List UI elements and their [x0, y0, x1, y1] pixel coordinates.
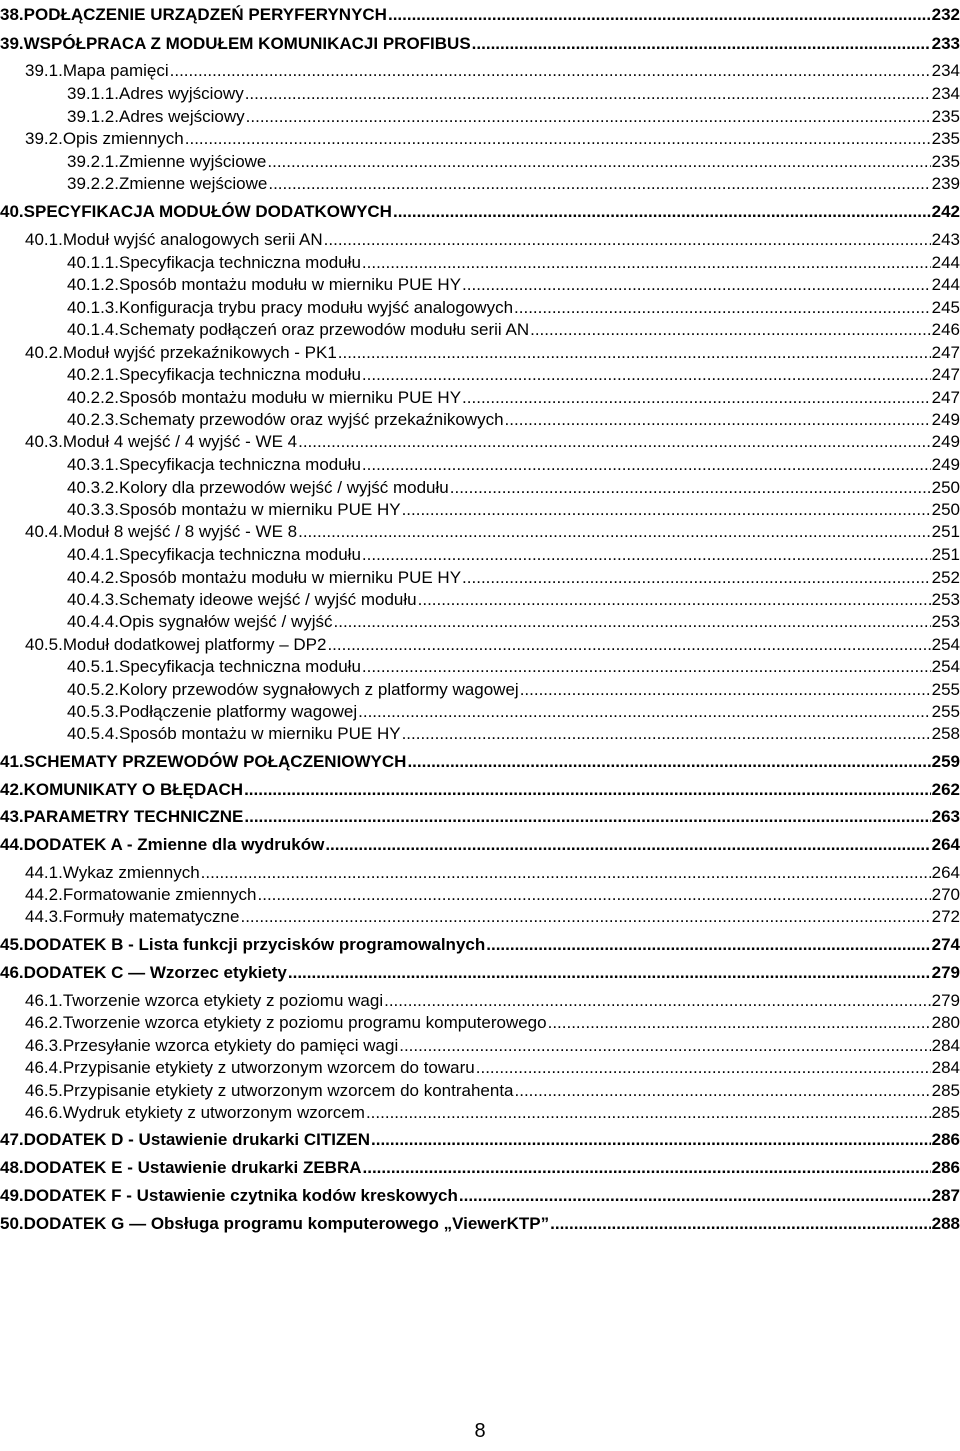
toc-entry-number: 40.4.: [25, 522, 63, 541]
toc-entry-title: SPECYFIKACJA MODUŁÓW DODATKOWYCH: [23, 202, 392, 221]
toc-entry-page: 264: [931, 863, 960, 882]
toc-entry-page: 234: [931, 61, 960, 80]
toc-entry-number: 44.2.: [25, 885, 63, 904]
toc-entry-title: DODATEK G — Obsługa programu komputerowego „ViewerKTP”: [23, 1214, 550, 1233]
toc-entry-title: DODATEK E - Ustawienie drukarki ZEBRA: [23, 1158, 362, 1177]
toc-entry-title: Sposób montażu modułu w mierniku PUE HY: [119, 275, 462, 294]
toc-leader-dots: [388, 4, 931, 26]
toc-leader-dots: [472, 33, 931, 55]
toc-entry-title: Zmienne wejściowe: [119, 174, 268, 193]
toc-entry-page: 253: [931, 612, 960, 631]
toc-entry[interactable]: [25, 634, 960, 656]
toc-entry-number: 40.4.1.: [67, 545, 119, 564]
toc-entry-page: 286: [931, 1130, 960, 1149]
toc-entry[interactable]: [67, 297, 960, 319]
toc-entry-title: WSPÓŁPRACA Z MODUŁEM KOMUNIKACJI PROFIBUS: [23, 34, 471, 53]
toc-entry[interactable]: [0, 1157, 960, 1179]
toc-entry[interactable]: [67, 544, 960, 566]
toc-entry-number: 40.3.1.: [67, 455, 119, 474]
toc-entry-title: Formuły matematyczne: [62, 907, 240, 926]
toc-entry-number: 40.: [0, 202, 24, 221]
toc-entry-title: Przesyłanie wzorca etykiety do pamięci wagi: [62, 1036, 399, 1055]
toc-entry-page: 243: [931, 230, 960, 249]
toc-entry-page: 272: [931, 907, 960, 926]
toc-leader-dots: [362, 454, 931, 476]
toc-entry-number: 40.3.: [25, 432, 63, 451]
toc-entry-number: 40.1.1.: [67, 253, 119, 272]
toc-entry-title: Schematy podłączeń oraz przewodów modułu serii AN: [119, 320, 530, 339]
toc-entry[interactable]: [25, 990, 960, 1012]
toc-entry[interactable]: [67, 679, 960, 701]
toc-leader-dots: [325, 834, 930, 856]
toc-entry-number: 48.: [0, 1158, 24, 1177]
toc-entry-title: Adres wejściowy: [119, 107, 245, 126]
toc-entry-page: 280: [931, 1013, 960, 1032]
toc-entry-number: 40.4.3.: [67, 590, 119, 609]
toc-entry[interactable]: [67, 701, 960, 723]
toc-entry-title: Konfiguracja trybu pracy modułu wyjść analogowych: [119, 298, 514, 317]
toc-entry[interactable]: [0, 201, 960, 223]
toc-entry-title: KOMUNIKATY O BŁĘDACH: [23, 780, 244, 799]
page-number: 8: [474, 1420, 486, 1442]
toc-leader-dots: [476, 1057, 931, 1079]
toc-entry[interactable]: [0, 962, 960, 984]
toc-entry[interactable]: [67, 409, 960, 431]
toc-entry-page: 252: [931, 568, 960, 587]
toc-entry[interactable]: [67, 252, 960, 274]
toc-entry-page: 232: [931, 5, 960, 24]
toc-entry-title: Moduł wyjść przekaźnikowych - PK1: [62, 343, 337, 362]
toc-entry-title: Sposób montażu w mierniku PUE HY: [119, 724, 401, 743]
toc-entry[interactable]: [0, 751, 960, 773]
toc-entry[interactable]: [67, 151, 960, 173]
toc-entry[interactable]: [25, 342, 960, 364]
toc-entry[interactable]: [67, 319, 960, 341]
toc-entry[interactable]: [25, 1080, 960, 1102]
toc-entry-title: Specyfikacja techniczna modułu: [119, 253, 361, 272]
toc-entry[interactable]: [0, 934, 960, 956]
toc-entry-number: 39.2.: [25, 129, 63, 148]
toc-entry-page: 270: [931, 885, 960, 904]
toc-entry[interactable]: [67, 723, 960, 745]
toc-entry-number: 40.1.4.: [67, 320, 119, 339]
toc-entry[interactable]: [67, 274, 960, 296]
toc-entry[interactable]: [25, 128, 960, 150]
toc-leader-dots: [362, 252, 931, 274]
toc-entry-title: DODATEK D - Ustawienie drukarki CITIZEN: [23, 1130, 370, 1149]
toc-entry-title: DODATEK C — Wzorzec etykiety: [23, 963, 287, 982]
toc-entry-number: 47.: [0, 1130, 24, 1149]
toc-entry-page: 254: [931, 657, 960, 676]
toc-leader-dots: [366, 1102, 931, 1124]
toc-leader-dots: [462, 274, 931, 296]
toc-entry-title: Moduł dodatkowej platformy – DP2: [62, 635, 327, 654]
toc-leader-dots: [244, 806, 930, 828]
toc-entry-page: 246: [931, 320, 960, 339]
toc-entry-number: 46.: [0, 963, 24, 982]
toc-leader-dots: [486, 934, 930, 956]
toc-entry[interactable]: [0, 1185, 960, 1207]
toc-leader-dots: [548, 1012, 931, 1034]
toc-entry-page: 263: [931, 807, 960, 826]
toc-entry-number: 50.: [0, 1214, 24, 1233]
toc-entry-number: 39.1.: [25, 61, 63, 80]
toc-leader-dots: [362, 656, 931, 678]
toc-entry-title: Mapa pamięci: [62, 61, 169, 80]
toc-entry-number: 40.1.2.: [67, 275, 119, 294]
toc-entry-page: 258: [931, 724, 960, 743]
toc-entry-title: Formatowanie zmiennych: [62, 885, 257, 904]
toc-entry[interactable]: [25, 60, 960, 82]
toc-leader-dots: [334, 611, 931, 633]
toc-leader-dots: [258, 884, 931, 906]
toc-entry-title: Sposób montażu modułu w mierniku PUE HY: [119, 568, 462, 587]
toc-entry[interactable]: [25, 431, 960, 453]
toc-entry-page: 250: [931, 478, 960, 497]
toc-entry-page: 235: [931, 129, 960, 148]
toc-entry-title: Sposób montażu w mierniku PUE HY: [119, 500, 401, 519]
toc-entry[interactable]: [0, 4, 960, 26]
toc-entry-number: 39.2.1.: [67, 152, 119, 171]
toc-entry-number: 40.2.1.: [67, 365, 119, 384]
toc-entry-number: 41.: [0, 752, 24, 771]
toc-entry-title: Specyfikacja techniczna modułu: [119, 455, 361, 474]
toc-entry-title: PARAMETRY TECHNICZNE: [23, 807, 244, 826]
toc-entry-page: 274: [931, 935, 960, 954]
toc-leader-dots: [245, 83, 931, 105]
toc-entry-page: 264: [931, 835, 960, 854]
toc-entry-number: 42.: [0, 780, 24, 799]
toc-leader-dots: [402, 499, 931, 521]
toc-entry-title: Specyfikacja techniczna modułu: [119, 545, 361, 564]
toc-entry-number: 40.5.4.: [67, 724, 119, 743]
toc-leader-dots: [324, 229, 931, 251]
toc-leader-dots: [298, 521, 931, 543]
toc-entry-page: 234: [931, 84, 960, 103]
toc-entry-page: 249: [931, 432, 960, 451]
toc-entry[interactable]: [25, 906, 960, 928]
toc-leader-dots: [170, 60, 931, 82]
toc-entry-number: 46.2.: [25, 1013, 63, 1032]
toc-entry-page: 244: [931, 275, 960, 294]
toc-entry-title: Zmienne wyjściowe: [119, 152, 267, 171]
toc-entry-page: 251: [931, 522, 960, 541]
toc-entry-page: 286: [931, 1158, 960, 1177]
toc-leader-dots: [515, 1080, 931, 1102]
toc-entry-number: 39.1.2.: [67, 107, 119, 126]
toc-entry-title: Adres wyjściowy: [119, 84, 244, 103]
toc-entry-page: 287: [931, 1186, 960, 1205]
toc-entry[interactable]: [67, 364, 960, 386]
toc-entry[interactable]: [25, 862, 960, 884]
toc-entry-page: 235: [931, 107, 960, 126]
toc-entry-title: Przypisanie etykiety z utworzonym wzorcem do towaru: [62, 1058, 475, 1077]
toc-entry[interactable]: [67, 83, 960, 105]
toc-entry-page: 233: [931, 34, 960, 53]
toc-leader-dots: [244, 779, 931, 801]
toc-entry-number: 46.1.: [25, 991, 63, 1010]
toc-leader-dots: [201, 862, 931, 884]
toc-entry-number: 44.3.: [25, 907, 63, 926]
toc-entry-page: 259: [931, 752, 960, 771]
toc-entry-title: Kolory dla przewodów wejść / wyjść modułu: [119, 478, 449, 497]
toc-entry-page: 253: [931, 590, 960, 609]
toc-leader-dots: [402, 723, 931, 745]
toc-leader-dots: [407, 751, 930, 773]
toc-entry-number: 40.4.2.: [67, 568, 119, 587]
toc-entry-title: PODŁĄCZENIE URZĄDZEŃ PERYFERYNYCH: [23, 5, 387, 24]
toc-entry-title: Opis sygnałów wejść / wyjść: [119, 612, 333, 631]
toc-entry[interactable]: [67, 173, 960, 195]
toc-entry-page: 242: [931, 202, 960, 221]
toc-entry-page: 239: [931, 174, 960, 193]
toc-entry-page: 284: [931, 1036, 960, 1055]
toc-leader-dots: [520, 679, 931, 701]
toc-leader-dots: [363, 1157, 931, 1179]
toc-entry-number: 40.5.3.: [67, 702, 119, 721]
toc-entry-page: 262: [931, 780, 960, 799]
toc-entry-title: DODATEK B - Lista funkcji przycisków programowalnych: [23, 935, 486, 954]
toc-leader-dots: [288, 962, 931, 984]
toc-leader-dots: [462, 387, 931, 409]
toc-leader-dots: [384, 990, 931, 1012]
toc-entry-number: 39.: [0, 34, 24, 53]
toc-leader-dots: [240, 906, 930, 928]
toc-entry-title: Tworzenie wzorca etykiety z poziomu wagi: [62, 991, 384, 1010]
toc-entry-number: 46.5.: [25, 1081, 63, 1100]
toc-entry-title: Wykaz zmiennych: [62, 863, 200, 882]
toc-entry-title: DODATEK A - Zmienne dla wydruków: [23, 835, 325, 854]
toc-leader-dots: [362, 544, 931, 566]
toc-entry[interactable]: [67, 499, 960, 521]
toc-leader-dots: [393, 201, 931, 223]
toc-entry[interactable]: [67, 106, 960, 128]
toc-entry-page: 255: [931, 680, 960, 699]
toc-entry[interactable]: [0, 779, 960, 801]
toc-leader-dots: [459, 1185, 931, 1207]
toc-entry-number: 44.: [0, 835, 24, 854]
toc-entry-title: Specyfikacja techniczna modułu: [119, 657, 361, 676]
toc-entry[interactable]: [67, 387, 960, 409]
toc-leader-dots: [298, 431, 931, 453]
toc-entry-page: 249: [931, 410, 960, 429]
toc-entry-title: Schematy przewodów oraz wyjść przekaźnikowych: [119, 410, 504, 429]
toc-entry[interactable]: [67, 611, 960, 633]
toc-entry-page: 254: [931, 635, 960, 654]
toc-leader-dots: [371, 1129, 931, 1151]
toc-entry-number: 40.1.3.: [67, 298, 119, 317]
toc-entry[interactable]: [0, 33, 960, 55]
toc-entry-title: Moduł 8 wejść / 8 wyjść - WE 8: [62, 522, 298, 541]
toc-entry-page: 279: [931, 991, 960, 1010]
toc-entry[interactable]: [25, 1102, 960, 1124]
toc-leader-dots: [450, 477, 931, 499]
toc-entry-number: 40.5.1.: [67, 657, 119, 676]
toc-entry-number: 40.2.2.: [67, 388, 119, 407]
toc-entry-number: 40.2.: [25, 343, 63, 362]
toc-entry-number: 46.6.: [25, 1103, 63, 1122]
toc-entry[interactable]: [25, 884, 960, 906]
toc-entry[interactable]: [67, 454, 960, 476]
toc-leader-dots: [268, 173, 930, 195]
toc-entry-number: 40.5.: [25, 635, 63, 654]
toc-entry-number: 40.4.4.: [67, 612, 119, 631]
toc-entry-page: 245: [931, 298, 960, 317]
toc-entry[interactable]: [0, 806, 960, 828]
toc-entry[interactable]: [25, 1035, 960, 1057]
toc-entry-number: 43.: [0, 807, 24, 826]
toc-entry-title: Opis zmiennych: [62, 129, 184, 148]
toc-entry-page: 250: [931, 500, 960, 519]
toc-entry-number: 46.3.: [25, 1036, 63, 1055]
toc-leader-dots: [246, 106, 931, 128]
toc-entry-title: DODATEK F - Ustawienie czytnika kodów kreskowych: [23, 1186, 458, 1205]
toc-entry[interactable]: [67, 477, 960, 499]
toc-entry[interactable]: [25, 1057, 960, 1079]
toc-entry-page: 279: [931, 963, 960, 982]
toc-entry[interactable]: [25, 521, 960, 543]
toc-entry-page: 255: [931, 702, 960, 721]
toc-entry-number: 39.1.1.: [67, 84, 119, 103]
toc-entry-title: Sposób montażu modułu w mierniku PUE HY: [119, 388, 462, 407]
toc-entry-page: 285: [931, 1103, 960, 1122]
toc-entry-title: Kolory przewodów sygnałowych z platformy wagowej: [119, 680, 519, 699]
toc-entry-page: 284: [931, 1058, 960, 1077]
toc-leader-dots: [505, 409, 931, 431]
toc-entry-title: Moduł wyjść analogowych serii AN: [62, 230, 323, 249]
toc-entry[interactable]: [67, 567, 960, 589]
toc-entry-page: 247: [931, 343, 960, 362]
toc-entry-number: 40.1.: [25, 230, 63, 249]
toc-entry-page: 235: [931, 152, 960, 171]
toc-entry[interactable]: [67, 589, 960, 611]
toc-leader-dots: [185, 128, 931, 150]
toc-leader-dots: [362, 364, 931, 386]
toc-entry[interactable]: [67, 656, 960, 678]
toc-entry-number: 40.3.3.: [67, 500, 119, 519]
toc-entry-number: 40.5.2.: [67, 680, 119, 699]
toc-entry-number: 46.4.: [25, 1058, 63, 1077]
toc-entry-number: 40.2.3.: [67, 410, 119, 429]
toc-entry-page: 247: [931, 365, 960, 384]
toc-entry-page: 249: [931, 455, 960, 474]
toc-entry-number: 38.: [0, 5, 24, 24]
toc-entry-page: 288: [931, 1214, 960, 1233]
toc-entry-title: Podłączenie platformy wagowej: [119, 702, 358, 721]
toc-entry[interactable]: [0, 1213, 960, 1235]
toc-leader-dots: [399, 1035, 930, 1057]
toc-entry-title: Przypisanie etykiety z utworzonym wzorcem do kontrahenta: [62, 1081, 514, 1100]
toc-entry-number: 45.: [0, 935, 24, 954]
toc-entry[interactable]: [0, 1129, 960, 1151]
toc-leader-dots: [338, 342, 931, 364]
toc-entry-page: 244: [931, 253, 960, 272]
toc-entry[interactable]: [25, 229, 960, 251]
toc-entry-title: Specyfikacja techniczna modułu: [119, 365, 361, 384]
toc-entry[interactable]: [25, 1012, 960, 1034]
toc-leader-dots: [358, 701, 931, 723]
toc-entry-title: SCHEMATY PRZEWODÓW POŁĄCZENIOWYCH: [23, 752, 407, 771]
toc-entry-title: Tworzenie wzorca etykiety z poziomu programu komputerowego: [62, 1013, 547, 1032]
toc-entry-title: Moduł 4 wejść / 4 wyjść - WE 4: [62, 432, 298, 451]
toc-entry-number: 44.1.: [25, 863, 63, 882]
toc-entry-number: 39.2.2.: [67, 174, 119, 193]
toc-entry-number: 49.: [0, 1186, 24, 1205]
toc-entry-page: 285: [931, 1081, 960, 1100]
toc-entry-title: Wydruk etykiety z utworzonym wzorcem: [62, 1103, 365, 1122]
toc-entry-title: Schematy ideowe wejść / wyjść modułu: [119, 590, 417, 609]
toc-leader-dots: [418, 589, 931, 611]
toc-entry[interactable]: [0, 834, 960, 856]
toc-leader-dots: [550, 1213, 930, 1235]
toc-leader-dots: [267, 151, 930, 173]
toc-leader-dots: [462, 567, 931, 589]
toc-leader-dots: [327, 634, 930, 656]
toc-leader-dots: [514, 297, 931, 319]
toc-entry-page: 247: [931, 388, 960, 407]
toc-entry-page: 251: [931, 545, 960, 564]
toc-leader-dots: [530, 319, 931, 341]
toc-entry-number: 40.3.2.: [67, 478, 119, 497]
